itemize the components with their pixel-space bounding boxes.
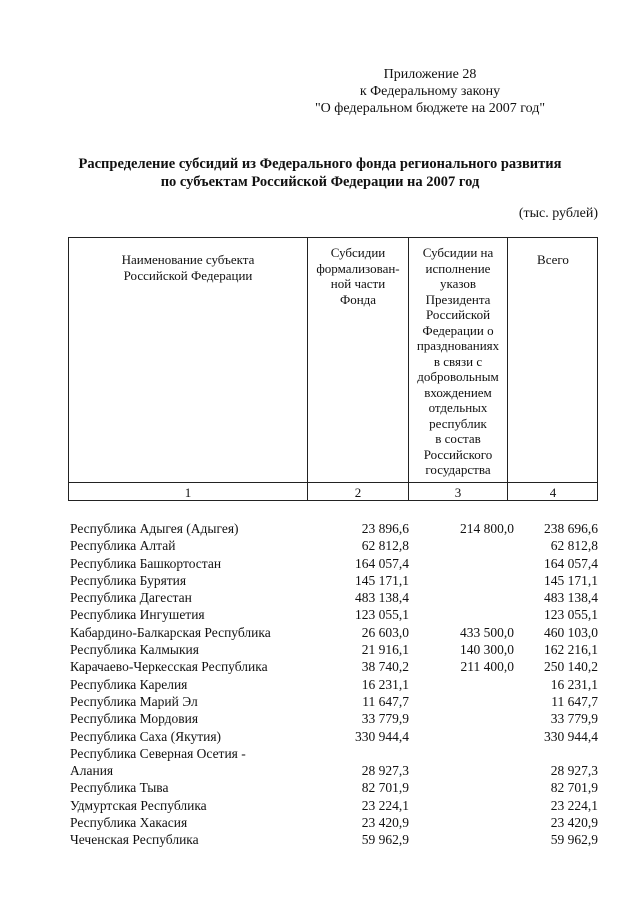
table-row bbox=[70, 710, 598, 727]
total-value: 59 962,9 bbox=[550, 832, 598, 848]
header-line: Российской bbox=[425, 307, 491, 322]
table-row bbox=[70, 555, 598, 572]
document-title-line: по субъектам Российской Федерации на 2007 год bbox=[160, 174, 480, 190]
subsidy-value: 21 916,1 bbox=[361, 642, 409, 658]
column-divider bbox=[507, 238, 508, 500]
table-row bbox=[70, 728, 598, 745]
subsidy-value: 28 927,3 bbox=[361, 763, 409, 779]
header-line: Наименование субъекта bbox=[121, 252, 255, 267]
region-name: Республика Дагестан bbox=[70, 590, 192, 606]
region-name bbox=[70, 745, 310, 780]
header-line: указов bbox=[439, 276, 477, 291]
header-line: Федерации о bbox=[422, 322, 494, 338]
subsidy-value: 16 231,1 bbox=[361, 676, 409, 692]
table-header bbox=[68, 237, 598, 501]
total-value: 162 216,1 bbox=[544, 642, 598, 658]
header-line: отдельных bbox=[428, 400, 488, 415]
header-line: в состав bbox=[435, 431, 481, 446]
region-name: Удмуртская Республика bbox=[70, 797, 207, 813]
table-row bbox=[70, 814, 598, 831]
total-value: 11 647,7 bbox=[551, 693, 598, 709]
region-name: Республика Калмыкия bbox=[70, 642, 199, 658]
region-name: Республика Ингушетия bbox=[70, 607, 205, 623]
table-row bbox=[70, 658, 598, 675]
subsidy-value: 330 944,4 bbox=[355, 728, 409, 744]
header-line: Всего bbox=[537, 252, 569, 267]
region-name: Кабардино-Балкарская Республика bbox=[70, 624, 271, 640]
subsidy-value: 164 057,4 bbox=[355, 555, 409, 571]
region-name: Республика Бурятия bbox=[70, 572, 187, 588]
header-line: Фонда bbox=[339, 291, 377, 307]
subsidy-value: 38 740,2 bbox=[361, 659, 409, 675]
subsidy-value: 26 603,0 bbox=[361, 624, 409, 640]
table-row bbox=[70, 589, 598, 606]
total-value: 16 231,1 bbox=[550, 676, 598, 692]
header-cell-total bbox=[508, 252, 598, 268]
column-number: 2 bbox=[354, 485, 362, 500]
total-value: 238 696,6 bbox=[544, 521, 598, 536]
total-value: 483 138,4 bbox=[544, 590, 598, 606]
subsidy-value: 123 055,1 bbox=[355, 607, 409, 623]
appendix-header bbox=[280, 66, 580, 117]
table-row bbox=[70, 520, 598, 537]
appendix-number: Приложение 28 bbox=[383, 67, 477, 82]
header-cell-decree bbox=[409, 245, 507, 478]
header-cell-subsidy bbox=[308, 245, 408, 307]
subsidy-value: 59 962,9 bbox=[361, 832, 409, 848]
region-name-line: Республика Северная Осетия - bbox=[70, 745, 246, 761]
subsidy-value: 62 812,8 bbox=[361, 538, 409, 554]
total-value: 28 927,3 bbox=[550, 763, 598, 779]
table-row bbox=[70, 641, 598, 658]
table-row bbox=[70, 606, 598, 623]
document-title-line: Распределение субсидий из Федерального фонда регионального развития bbox=[78, 156, 562, 172]
decree-subsidy-value: 211 400,0 bbox=[460, 659, 514, 675]
header-line: Российской Федерации bbox=[123, 267, 253, 283]
header-line: в связи с bbox=[433, 353, 483, 369]
header-cell-name bbox=[69, 252, 307, 283]
header-line: Президента bbox=[425, 291, 491, 307]
header-line: ной части bbox=[330, 276, 386, 291]
header-line: государства bbox=[425, 462, 491, 477]
column-number: 4 bbox=[549, 485, 557, 500]
subsidy-value: 11 647,7 bbox=[362, 693, 409, 709]
table-body bbox=[70, 520, 598, 849]
region-name-line: Алания bbox=[70, 763, 114, 779]
region-name: Республика Алтай bbox=[70, 538, 176, 554]
table-row bbox=[70, 572, 598, 589]
subsidy-value: 145 171,1 bbox=[355, 572, 409, 588]
region-name: Республика Хакасия bbox=[70, 815, 188, 831]
region-name: Республика Адыгея (Адыгея) bbox=[70, 521, 239, 536]
subsidy-value: 33 779,9 bbox=[361, 711, 409, 727]
header-line: Российского bbox=[423, 446, 493, 462]
region-name: Республика Марий Эл bbox=[70, 693, 198, 709]
total-value: 123 055,1 bbox=[544, 607, 598, 623]
region-name: Карачаево-Черкесская Республика bbox=[70, 659, 268, 675]
table-row bbox=[70, 831, 598, 848]
header-line: добровольным bbox=[417, 369, 499, 384]
header-line: Субсидии bbox=[330, 245, 386, 260]
total-value: 33 779,9 bbox=[550, 711, 598, 727]
table-row bbox=[70, 693, 598, 710]
header-line: Субсидии на bbox=[422, 245, 494, 260]
region-name: Республика Тыва bbox=[70, 780, 169, 796]
subsidy-value: 23 224,1 bbox=[361, 797, 409, 813]
decree-subsidy-value: 433 500,0 bbox=[460, 624, 514, 640]
subsidy-value: 82 701,9 bbox=[361, 780, 409, 796]
units-note: (тыс. рублей) bbox=[518, 206, 598, 221]
table-row bbox=[70, 537, 598, 554]
decree-subsidy-value: 140 300,0 bbox=[460, 642, 514, 658]
table-row bbox=[70, 779, 598, 796]
column-number: 3 bbox=[454, 485, 462, 500]
table-row bbox=[70, 676, 598, 693]
total-value: 164 057,4 bbox=[544, 555, 598, 571]
document-title bbox=[40, 155, 600, 191]
table-row bbox=[70, 745, 598, 780]
header-divider bbox=[69, 482, 597, 483]
region-name: Республика Мордовия bbox=[70, 711, 199, 727]
region-name: Республика Карелия bbox=[70, 676, 188, 692]
subsidy-value: 483 138,4 bbox=[355, 590, 409, 606]
column-number: 1 bbox=[184, 485, 192, 500]
header-line: формализован- bbox=[316, 260, 400, 276]
total-value: 23 224,1 bbox=[550, 797, 598, 813]
subsidy-value: 23 420,9 bbox=[361, 815, 409, 831]
total-value: 62 812,8 bbox=[550, 538, 598, 554]
total-value: 145 171,1 bbox=[544, 572, 598, 588]
total-value: 330 944,4 bbox=[544, 728, 598, 744]
total-value: 82 701,9 bbox=[550, 780, 598, 796]
total-value: 250 140,2 bbox=[544, 659, 598, 675]
region-name: Республика Башкортостан bbox=[70, 555, 222, 571]
header-line: республик bbox=[429, 415, 487, 431]
appendix-law-reference: к Федеральному закону bbox=[359, 84, 501, 99]
table-row bbox=[70, 624, 598, 641]
total-value: 460 103,0 bbox=[544, 624, 598, 640]
region-name: Республика Саха (Якутия) bbox=[70, 728, 222, 744]
header-line: вхождением bbox=[424, 384, 492, 400]
decree-subsidy-value: 214 800,0 bbox=[460, 521, 514, 536]
header-line: празднованиях bbox=[416, 338, 500, 353]
header-line: исполнение bbox=[425, 260, 491, 276]
subsidy-value: 23 896,6 bbox=[361, 521, 409, 536]
total-value: 23 420,9 bbox=[550, 815, 598, 831]
table-row bbox=[70, 797, 598, 814]
appendix-law-title: "О федеральном бюджете на 2007 год" bbox=[314, 101, 546, 116]
region-name: Чеченская Республика bbox=[70, 832, 199, 848]
